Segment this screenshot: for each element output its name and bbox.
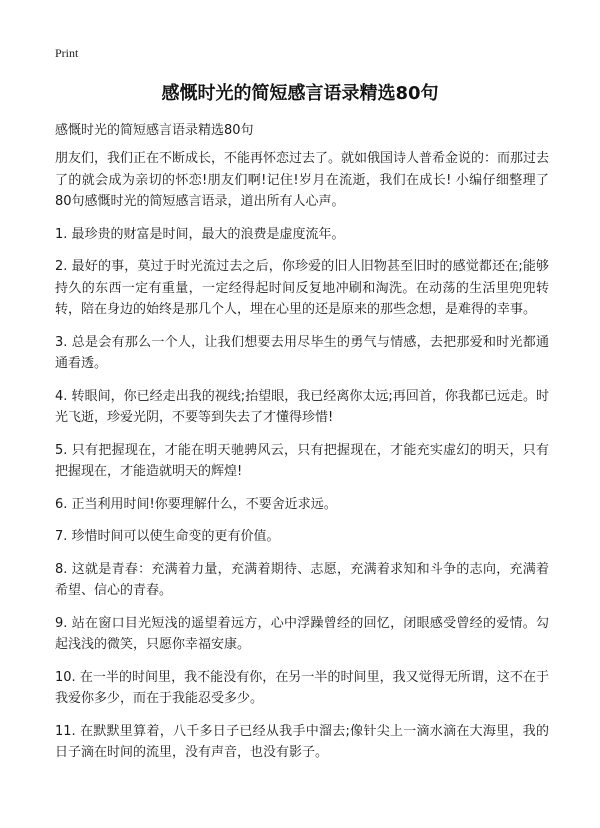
- list-item: 11. 在默默里算着，八千多日子已经从我手中溜去;像针尖上一滴水滴在大海里，我的日子滴在时间的流里，没有声音，也没有影子。: [55, 723, 549, 760]
- list-item: 5. 只有把握现在，才能在明天驰骋风云，只有把握现在，才能充实虚幻的明天，只有把握现在，才能造就明天的辉煌!: [55, 442, 549, 479]
- article-body: [55, 148, 549, 775]
- list-item: 3. 总是会有那么一个人，让我们想要去用尽毕生的勇气与情感，去把那爱和时光都通通看透。: [55, 334, 549, 371]
- page-title: 感慨时光的简短感言语录精选80句: [161, 83, 439, 104]
- list-item: 4. 转眼间，你已经走出我的视线;抬望眼，我已经离你太远;再回首，你我都已远走。时光飞逝，珍爱光阴，不要等到失去了才懂得珍惜!: [55, 388, 549, 425]
- list-item: 1. 最珍贵的财富是时间，最大的浪费是虚度流年。: [55, 226, 345, 242]
- list-item: 9. 站在窗口目光短浅的遥望着远方，心中浮躁曾经的回忆，闭眼感受曾经的爱情。勾起浅浅的微笑，只愿你幸福安康。: [55, 615, 549, 652]
- intro-paragraph: 朋友们，我们正在不断成长，不能再怀恋过去了。就如俄国诗人普希金说的：而那过去了的就会成为亲切的怀恋!朋友们啊!记住!岁月在流逝，我们在成长! 小编仔细整理了80句感慨时光的简短感言语录，道出所有人心声。: [55, 151, 550, 209]
- list-item: 10. 在一半的时间里，我不能没有你，在另一半的时间里，我又觉得无所谓，这不在于我爱你多少，而在于我能忍受多少。: [55, 669, 549, 706]
- list-item: 6. 正当利用时间!你要理解什么，不要舍近求远。: [55, 496, 337, 512]
- print-link[interactable]: Print: [55, 46, 79, 60]
- subtitle: 感慨时光的简短感言语录精选80句: [55, 123, 254, 138]
- list-item: 8. 这就是青春：充满着力量，充满着期待、志愿，充满着求知和斗争的志向，充满着希望、信心的青春。: [55, 561, 549, 598]
- list-item: 2. 最好的事，莫过于时光流过去之后，你珍爱的旧人旧物甚至旧时的感觉都还在;能够持久的东西一定有重量，一定经得起时间反复地冲刷和淘洗。在动荡的生活里兜兜转转，陪在身边的始终是那几个人，埋在心里的还是原来的那些念想，是难得的幸事。: [55, 259, 549, 317]
- list-item: 7. 珍惜时间可以使生命变的更有价值。: [55, 529, 280, 544]
